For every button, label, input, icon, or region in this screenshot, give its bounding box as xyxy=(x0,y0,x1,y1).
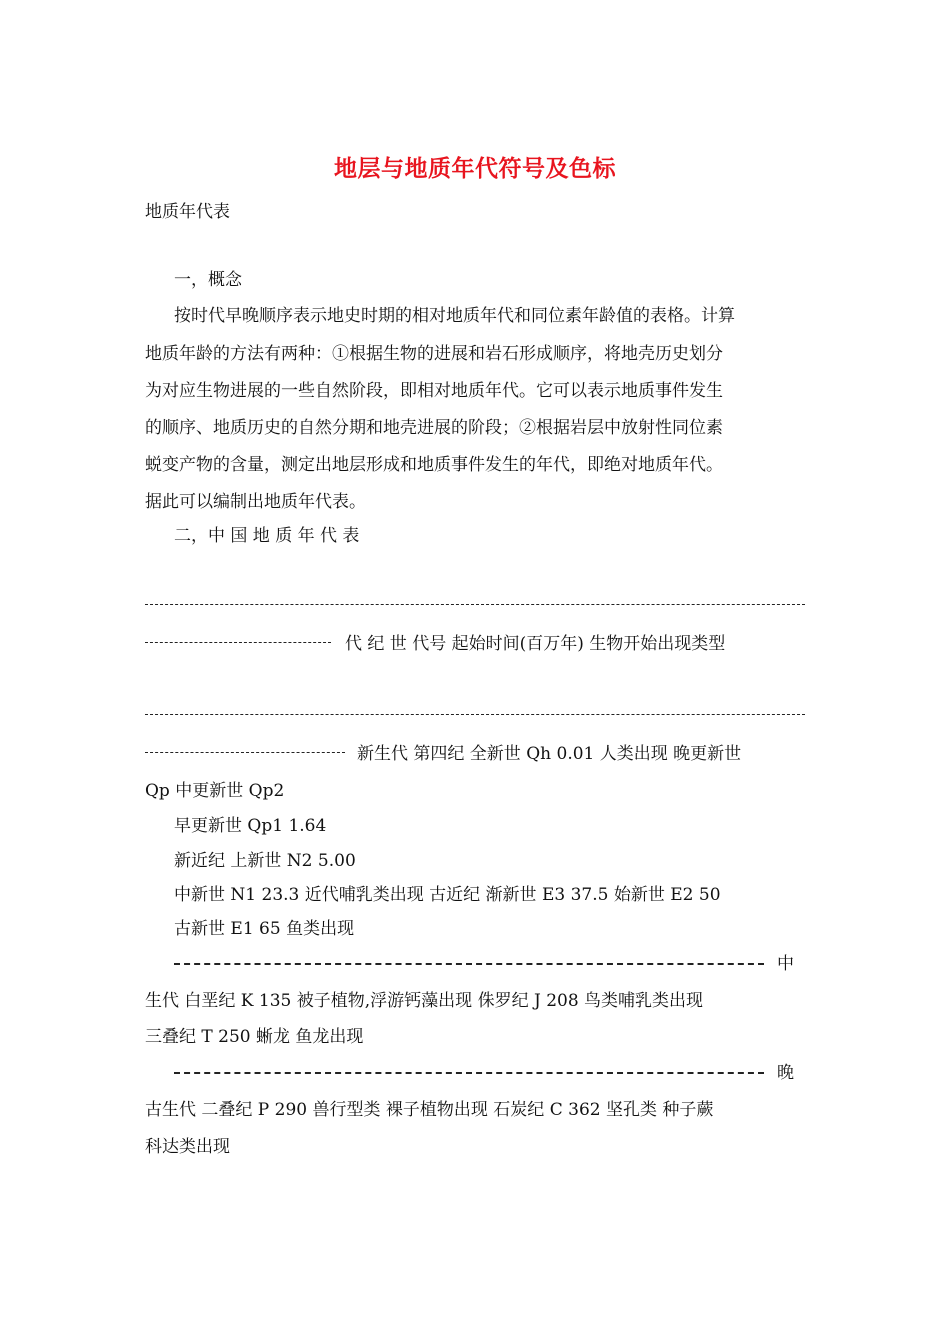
table-row-text: 中新世 N1 23.3 近代哺乳类出现 古近纪 渐新世 E3 37.5 始新世 E2 50 xyxy=(174,885,721,905)
era-lead-char: 中 xyxy=(777,954,794,974)
paragraph-line: 按时代早晚顺序表示地史时期的相对地质年代和同位素年龄值的表格。计算 xyxy=(174,306,735,326)
table-row-cenozoic: 新生代 第四纪 全新世 Qh 0.01 人类出现 晚更新世 xyxy=(357,744,742,764)
paragraph-line: 的顺序、地质历史的自然分期和地壳进展的阶段；②根据岩层中放射性同位素 xyxy=(145,418,723,438)
paragraph-line: 据此可以编制出地质年代表。 xyxy=(145,492,366,512)
solid-dash-separator xyxy=(174,963,764,965)
era-lead-char: 晚 xyxy=(777,1063,794,1083)
table-row-text: 科达类出现 xyxy=(145,1137,230,1157)
table-row-text: 三叠纪 T 250 蜥龙 鱼龙出现 xyxy=(145,1027,364,1047)
table-row-text: 古新世 E1 65 鱼类出现 xyxy=(174,919,355,939)
dashed-separator xyxy=(145,642,331,643)
paragraph-line: 地质年龄的方法有两种：①根据生物的进展和岩石形成顺序，将地壳历史划分 xyxy=(145,344,723,364)
table-row-text: 新近纪 上新世 N2 5.00 xyxy=(174,851,356,871)
paragraph-line: 蜕变产物的含量，测定出地层形成和地质事件发生的年代，即绝对地质年代。 xyxy=(145,455,723,475)
section-heading-concept: 一，概念 xyxy=(174,270,242,290)
section-heading-table: 二，中 国 地 质 年 代 表 xyxy=(174,526,360,546)
paragraph-line: 为对应生物进展的一些自然阶段，即相对地质年代。它可以表示地质事件发生 xyxy=(145,381,723,401)
table-row-paleozoic: 古生代 二叠纪 P 290 兽行型类 裸子植物出现 石炭纪 C 362 坚孔类 种子蕨 xyxy=(145,1100,714,1120)
dashed-separator xyxy=(145,752,345,753)
table-row-mesozoic: 生代 白垩纪 K 135 被子植物,浮游钙藻出现 侏罗纪 J 208 鸟类哺乳类出现 xyxy=(145,991,704,1011)
page-title: 地层与地质年代符号及色标 xyxy=(334,155,616,182)
subtitle: 地质年代表 xyxy=(145,202,230,222)
table-row-text: Qp 中更新世 Qp2 xyxy=(145,781,285,801)
table-row-text: 早更新世 Qp1 1.64 xyxy=(174,816,327,836)
solid-dash-separator xyxy=(174,1072,764,1074)
dashed-separator xyxy=(145,604,805,605)
table-header-row: 代 纪 世 代号 起始时间(百万年) 生物开始出现类型 xyxy=(345,634,726,654)
dashed-separator xyxy=(145,714,805,715)
